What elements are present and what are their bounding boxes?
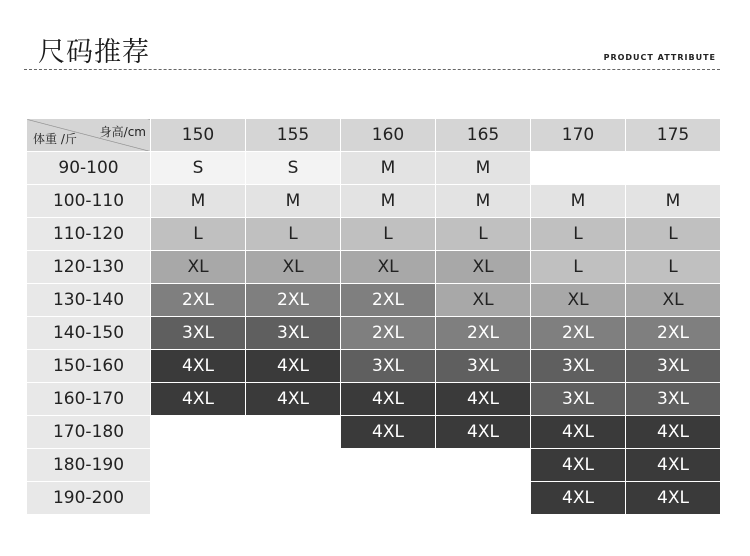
- size-cell: M: [626, 185, 721, 218]
- size-cell: M: [341, 185, 436, 218]
- size-cell: [341, 449, 436, 482]
- size-cell: [341, 482, 436, 515]
- table-row: [27, 185, 721, 218]
- size-cell: L: [626, 251, 721, 284]
- size-cell: M: [151, 185, 246, 218]
- size-cell: [151, 482, 246, 515]
- table-row: [27, 383, 721, 416]
- size-cell: L: [341, 218, 436, 251]
- size-cell: 4XL: [246, 350, 341, 383]
- table-row: [27, 152, 721, 185]
- size-cell: 2XL: [151, 284, 246, 317]
- size-cell: [626, 152, 721, 185]
- size-cell: 4XL: [246, 383, 341, 416]
- size-cell: [246, 416, 341, 449]
- size-cell: XL: [341, 251, 436, 284]
- size-cell: 3XL: [151, 317, 246, 350]
- height-header: 150: [151, 119, 246, 152]
- size-cell: 3XL: [531, 350, 626, 383]
- size-cell: 4XL: [626, 482, 721, 515]
- table-row: [27, 251, 721, 284]
- size-cell: 3XL: [626, 383, 721, 416]
- table-row: [27, 317, 721, 350]
- size-cell: [246, 449, 341, 482]
- size-cell: L: [436, 218, 531, 251]
- size-cell: L: [626, 218, 721, 251]
- size-cell: [531, 152, 626, 185]
- size-cell: 2XL: [246, 284, 341, 317]
- size-cell: 2XL: [436, 317, 531, 350]
- table-row: [27, 218, 721, 251]
- size-cell: 2XL: [531, 317, 626, 350]
- size-cell: XL: [626, 284, 721, 317]
- weight-range-cell: 130-140: [27, 284, 151, 317]
- weight-range-cell: 190-200: [27, 482, 151, 515]
- weight-unit-label: 体重 /斤: [33, 132, 77, 146]
- table-row: [27, 416, 721, 449]
- size-cell: 4XL: [626, 416, 721, 449]
- size-cell: 2XL: [626, 317, 721, 350]
- table-row: [27, 482, 721, 515]
- weight-range-cell: 180-190: [27, 449, 151, 482]
- size-cell: 2XL: [341, 284, 436, 317]
- size-cell: 4XL: [436, 416, 531, 449]
- size-cell: 3XL: [341, 350, 436, 383]
- size-cell: [151, 449, 246, 482]
- size-cell: 3XL: [246, 317, 341, 350]
- weight-range-cell: 140-150: [27, 317, 151, 350]
- size-cell: M: [246, 185, 341, 218]
- size-cell: XL: [531, 284, 626, 317]
- table-header-row: [27, 119, 721, 152]
- weight-range-cell: 170-180: [27, 416, 151, 449]
- weight-range-cell: 120-130: [27, 251, 151, 284]
- size-cell: 2XL: [341, 317, 436, 350]
- size-cell: M: [341, 152, 436, 185]
- height-header: 155: [246, 119, 341, 152]
- size-cell: 4XL: [341, 383, 436, 416]
- weight-range-cell: 100-110: [27, 185, 151, 218]
- size-cell: 4XL: [436, 383, 531, 416]
- size-cell: 4XL: [531, 482, 626, 515]
- size-cell: S: [246, 152, 341, 185]
- height-header: 175: [626, 119, 721, 152]
- divider: [24, 69, 720, 70]
- height-header: 165: [436, 119, 531, 152]
- size-cell: 4XL: [531, 416, 626, 449]
- table-row: [27, 350, 721, 383]
- table-corner: [27, 119, 151, 152]
- weight-range-cell: 150-160: [27, 350, 151, 383]
- weight-range-cell: 90-100: [27, 152, 151, 185]
- weight-range-cell: 110-120: [27, 218, 151, 251]
- size-chart-table: [26, 118, 721, 515]
- size-cell: L: [531, 218, 626, 251]
- size-cell: [436, 449, 531, 482]
- size-cell: XL: [151, 251, 246, 284]
- size-cell: 4XL: [531, 449, 626, 482]
- size-cell: L: [531, 251, 626, 284]
- size-cell: XL: [436, 251, 531, 284]
- size-cell: S: [151, 152, 246, 185]
- size-cell: M: [436, 185, 531, 218]
- size-cell: 4XL: [341, 416, 436, 449]
- size-cell: 4XL: [151, 350, 246, 383]
- height-unit-label: 身高/cm: [99, 125, 146, 139]
- size-cell: [436, 482, 531, 515]
- size-cell: 3XL: [626, 350, 721, 383]
- height-header: 160: [341, 119, 436, 152]
- size-cell: M: [436, 152, 531, 185]
- size-cell: 3XL: [531, 383, 626, 416]
- weight-range-cell: 160-170: [27, 383, 151, 416]
- height-header: 170: [531, 119, 626, 152]
- size-cell: 3XL: [436, 350, 531, 383]
- size-cell: 4XL: [151, 383, 246, 416]
- size-cell: XL: [246, 251, 341, 284]
- size-cell: M: [531, 185, 626, 218]
- page-title: 尺码推荐: [38, 37, 150, 68]
- size-cell: L: [246, 218, 341, 251]
- size-cell: XL: [436, 284, 531, 317]
- size-cell: 4XL: [626, 449, 721, 482]
- size-cell: [246, 482, 341, 515]
- size-cell: [151, 416, 246, 449]
- page-subtitle: PRODUCT ATTRIBUTE: [603, 53, 716, 62]
- size-cell: L: [151, 218, 246, 251]
- table-row: [27, 284, 721, 317]
- table-row: [27, 449, 721, 482]
